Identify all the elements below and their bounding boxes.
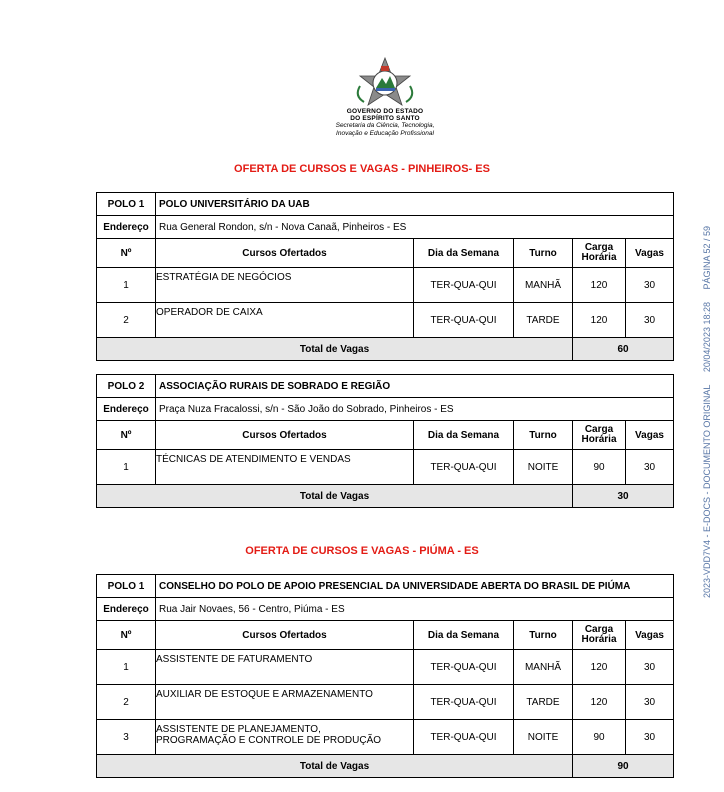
- total-label: Total de Vagas: [97, 755, 573, 778]
- polo-label: POLO 2: [97, 375, 156, 398]
- course-weekday: TER-QUA-QUI: [414, 303, 514, 338]
- course-name: ASSISTENTE DE PLANEJAMENTO, PROGRAMAÇÃO E CONTROLE DE PRODUÇÃO: [156, 720, 414, 755]
- table-row: [97, 303, 674, 338]
- course-hours: 120: [573, 303, 626, 338]
- course-shift: TARDE: [514, 685, 573, 720]
- col-seats: Vagas: [626, 239, 674, 268]
- course-shift: NOITE: [514, 450, 573, 485]
- col-shift: Turno: [514, 621, 573, 650]
- secretariat-line1: Secretaria da Ciência, Tecnologia,: [335, 122, 435, 129]
- col-shift: Turno: [514, 421, 573, 450]
- col-weekday: Dia da Semana: [414, 421, 514, 450]
- course-hours: 90: [573, 450, 626, 485]
- course-name: ASSISTENTE DE FATURAMENTO: [156, 650, 414, 685]
- course-name: AUXILIAR DE ESTOQUE E ARMAZENAMENTO: [156, 685, 414, 720]
- col-courses: Cursos Ofertados: [156, 239, 414, 268]
- polo-table-piuma-1: [96, 574, 674, 778]
- course-seats: 30: [626, 650, 674, 685]
- polo-name: CONSELHO DO POLO DE APOIO PRESENCIAL DA UNIVERSIDADE ABERTA DO BRASIL DE PIÚMA: [156, 575, 674, 598]
- table-row: [97, 720, 674, 755]
- total-label: Total de Vagas: [97, 338, 573, 361]
- col-num: Nº: [97, 239, 156, 268]
- total-value: 90: [573, 755, 674, 778]
- polo-label: POLO 1: [97, 575, 156, 598]
- table-row: [97, 685, 674, 720]
- course-hours: 120: [573, 268, 626, 303]
- course-hours: 90: [573, 720, 626, 755]
- course-hours: 120: [573, 685, 626, 720]
- polo-label: POLO 1: [97, 193, 156, 216]
- course-seats: 30: [626, 303, 674, 338]
- course-num: 2: [97, 303, 156, 338]
- course-num: 3: [97, 720, 156, 755]
- course-num: 1: [97, 450, 156, 485]
- org-name-line2: DO ESPÍRITO SANTO: [350, 115, 420, 122]
- total-row: [97, 338, 674, 361]
- polo-name: POLO UNIVERSITÁRIO DA UAB: [156, 193, 674, 216]
- polo-address: Praça Nuza Fracalossi, s/n - São João do Sobrado, Pinheiros - ES: [156, 398, 674, 421]
- table-row: [97, 268, 674, 303]
- col-num: Nº: [97, 621, 156, 650]
- page-header: [300, 56, 470, 138]
- course-name: OPERADOR DE CAIXA: [156, 303, 414, 338]
- col-seats: Vagas: [626, 421, 674, 450]
- polo-table-pinheiros-1: [96, 192, 674, 361]
- course-weekday: TER-QUA-QUI: [414, 450, 514, 485]
- course-shift: NOITE: [514, 720, 573, 755]
- section-title-pinheiros: OFERTA DE CURSOS E VAGAS - PINHEIROS- ES: [234, 163, 490, 175]
- column-header-row: [97, 621, 674, 650]
- course-shift: TARDE: [514, 303, 573, 338]
- col-courses: Cursos Ofertados: [156, 621, 414, 650]
- col-shift: Turno: [514, 239, 573, 268]
- state-seal-icon: [352, 56, 418, 108]
- doc-id: 2023-VDD7V4 - E-DOCS - DOCUMENTO ORIGINAL: [702, 384, 712, 598]
- col-seats: Vagas: [626, 621, 674, 650]
- polo-address: Rua General Rondon, s/n - Nova Canaã, Pinheiros - ES: [156, 216, 674, 239]
- course-weekday: TER-QUA-QUI: [414, 720, 514, 755]
- course-weekday: TER-QUA-QUI: [414, 650, 514, 685]
- col-hours: Carga Horária: [573, 621, 626, 650]
- course-seats: 30: [626, 685, 674, 720]
- course-shift: MANHÃ: [514, 650, 573, 685]
- course-name: ESTRATÉGIA DE NEGÓCIOS: [156, 268, 414, 303]
- total-value: 30: [573, 485, 674, 508]
- course-weekday: TER-QUA-QUI: [414, 685, 514, 720]
- col-weekday: Dia da Semana: [414, 239, 514, 268]
- course-num: 1: [97, 268, 156, 303]
- course-name: TÉCNICAS DE ATENDIMENTO E VENDAS: [156, 450, 414, 485]
- polo-address: Rua Jair Novaes, 56 - Centro, Piúma - ES: [156, 598, 674, 621]
- col-hours: Carga Horária: [573, 239, 626, 268]
- course-num: 2: [97, 685, 156, 720]
- col-hours: Carga Horária: [573, 421, 626, 450]
- address-label: Endereço: [97, 216, 156, 239]
- total-row: [97, 755, 674, 778]
- address-label: Endereço: [97, 398, 156, 421]
- col-courses: Cursos Ofertados: [156, 421, 414, 450]
- total-value: 60: [573, 338, 674, 361]
- section-title-piuma: OFERTA DE CURSOS E VAGAS - PIÚMA - ES: [245, 545, 479, 557]
- course-num: 1: [97, 650, 156, 685]
- address-label: Endereço: [97, 598, 156, 621]
- total-row: [97, 485, 674, 508]
- course-hours: 120: [573, 650, 626, 685]
- course-seats: 30: [626, 268, 674, 303]
- org-name-line1: GOVERNO DO ESTADO: [346, 108, 424, 115]
- document-stamp-text: [702, 216, 712, 598]
- secretariat-line2: Inovação e Educação Profissional: [336, 130, 434, 137]
- doc-timestamp: 20/04/2023 18:28: [702, 302, 712, 373]
- table-row: [97, 450, 674, 485]
- col-num: Nº: [97, 421, 156, 450]
- table-row: [97, 650, 674, 685]
- course-seats: 30: [626, 450, 674, 485]
- doc-page: PÁGINA 52 / 59: [702, 225, 712, 290]
- polo-name: ASSOCIAÇÃO RURAIS DE SOBRADO E REGIÃO: [156, 375, 674, 398]
- col-weekday: Dia da Semana: [414, 621, 514, 650]
- column-header-row: [97, 421, 674, 450]
- course-shift: MANHÃ: [514, 268, 573, 303]
- polo-table-pinheiros-2: [96, 374, 674, 508]
- course-seats: 30: [626, 720, 674, 755]
- column-header-row: [97, 239, 674, 268]
- course-weekday: TER-QUA-QUI: [414, 268, 514, 303]
- total-label: Total de Vagas: [97, 485, 573, 508]
